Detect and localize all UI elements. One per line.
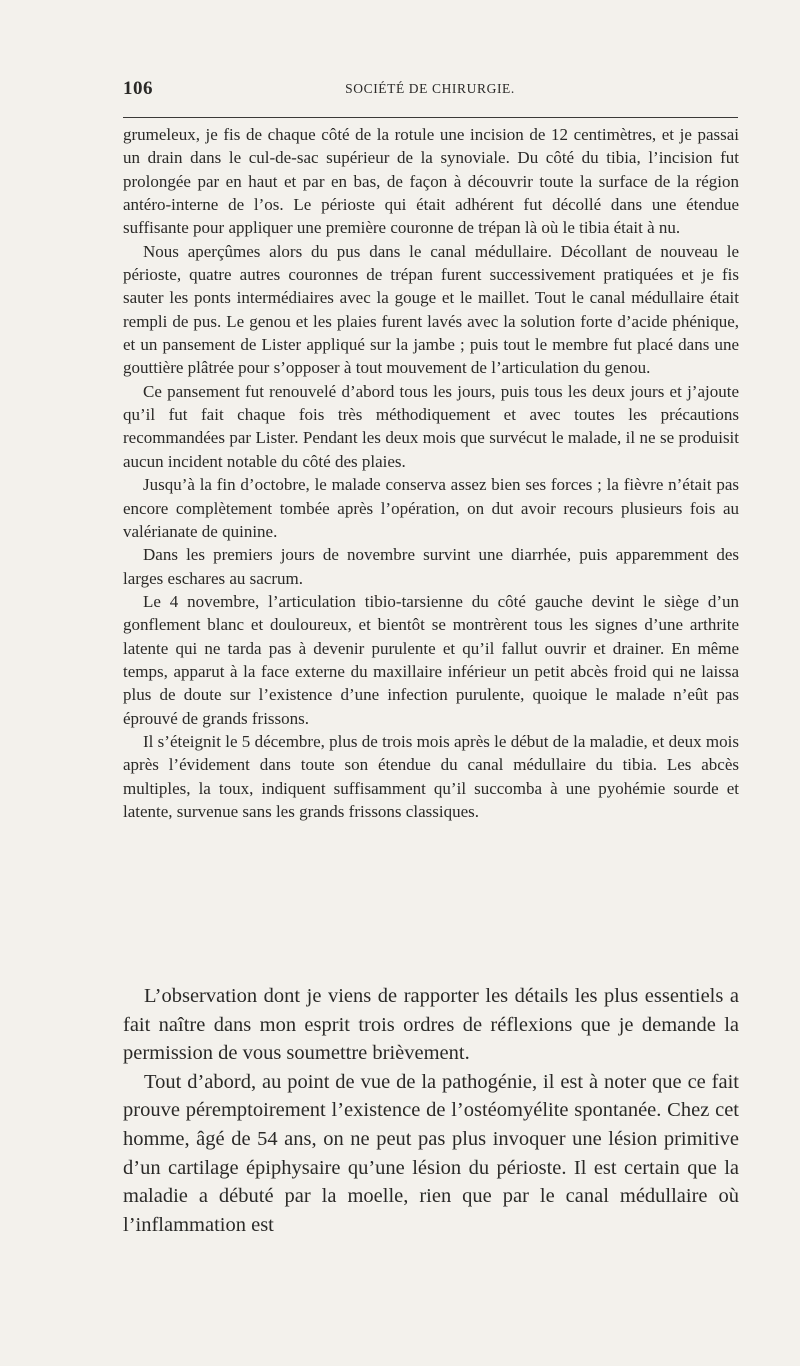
running-title: SOCIÉTÉ DE CHIRURGIE.: [345, 81, 515, 96]
case-report-text: [123, 123, 739, 823]
paragraph: L’observation dont je viens de rapporter les détails les plus essentiels a fait naître dans mon esprit trois ordres de réflexions que je demande la permission de vous soumettre brièvement.: [123, 985, 739, 1065]
header-rule: [123, 117, 738, 118]
paragraph: Ce pansement fut renouvelé d’abord tous les jours, puis tous les deux jours et j’ajoute qu’il fut fait chaque fois très méthodiquement et avec toutes les précautions recommandées par Lister. Pendant les deux mois que survécut le malade, il ne se produisit aucun incident notable du côté des plaies.: [123, 381, 739, 471]
paragraph: Dans les premiers jours de novembre survint une diarrhée, puis apparemment des larges eschares au sacrum.: [123, 545, 739, 588]
commentary-text: [123, 982, 739, 1239]
paragraph: Il s’éteignit le 5 décembre, plus de trois mois après le début de la maladie, et deux mois après l’évidement dans toute son étendue du canal médullaire du tibia. Les abcès multiples, la toux, indiquent suffisamment qu’il succomba à une pyohémie sourde et latente, survenue sans les grands frissons classiques.: [123, 731, 739, 821]
paragraph: grumeleux, je fis de chaque côté de la rotule une incision de 12 centimètres, et je passai un drain dans le cul-de-sac supérieur de la synoviale. Du côté du tibia, l’incision fut prolongée par en haut et par en bas, de façon à découvrir toute la surface de la région antéro-interne de l’os. Le périoste qui était adhérent fut décollé dans une étendue suffisante pour appliquer une première couronne de trépan là où le tibia était à nu.: [123, 125, 739, 238]
paragraph: Jusqu’à la fin d’octobre, le malade conserva assez bien ses forces ; la fièvre n’était pas encore complètement tombée après l’opération, on dut avoir recours plusieurs fois au valérianate de quinine.: [123, 475, 739, 541]
paragraph: Tout d’abord, au point de vue de la pathogénie, il est à noter que ce fait prouve péremptoirement l’existence de l’ostéomyélite spontanée. Chez cet homme, âgé de 54 ans, on ne peut pas plus invoquer une lésion primitive d’un cartilage épiphysaire qu’une lésion du périoste. Il est certain que la maladie a débuté par la moelle, rien que par le canal médullaire où l’inflammation est: [123, 1070, 739, 1236]
page-number: 106: [123, 78, 153, 99]
running-head: [123, 78, 737, 108]
paragraph: Le 4 novembre, l’articulation tibio-tarsienne du côté gauche devint le siège d’un gonflement blanc et douloureux, et bientôt se montrèrent tous les signes d’une arthrite latente qui ne tarda pas à devenir purulente et qu’il fallut ouvrir et drainer. En même temps, apparut à la face externe du maxillaire inférieur un petit abcès froid qui ne laissa plus de doute sur l’existence d’une infection purulente, quoique le malade n’eût pas éprouvé de grands frissons.: [123, 591, 739, 728]
paragraph: Nous aperçûmes alors du pus dans le canal médullaire. Décollant de nouveau le périoste, quatre autres couronnes de trépan furent successivement pratiquées et je fis sauter les ponts intermédiaires avec la gouge et le maillet. Tout le canal médullaire était rempli de pus. Le genou et les plaies furent lavés avec la solution forte d’acide phénique, et un pansement de Lister appliqué sur la jambe ; puis tout le membre fut placé dans une gouttière plâtrée pour s’opposer à tout mouvement de l’articulation du genou.: [123, 241, 739, 378]
